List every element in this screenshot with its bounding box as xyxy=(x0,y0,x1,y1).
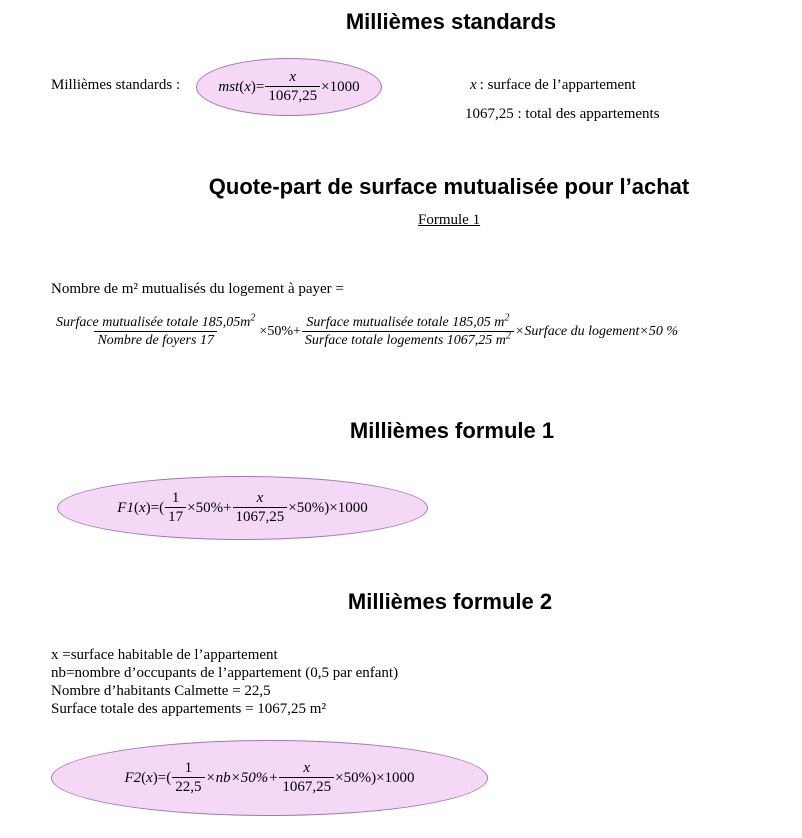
def-x: x =surface habitable de l’appartement xyxy=(51,647,278,663)
fraction-numerator: 1 xyxy=(171,490,180,506)
def-surface-totale: Surface totale des appartements = 1067,25 m² xyxy=(51,701,326,717)
equals: = xyxy=(255,78,265,95)
label-milliemes-standards: Millièmes standards : xyxy=(51,77,181,93)
fraction-denominator: 1067,25 xyxy=(233,507,288,525)
fn-name: F1 xyxy=(117,499,134,516)
formula-tail: ×1000 xyxy=(321,78,360,95)
legend-x xyxy=(470,77,636,94)
fn-arg: x xyxy=(244,78,251,95)
fraction-denominator: 22,5 xyxy=(172,777,204,795)
paren-open: ( xyxy=(141,769,147,786)
heading-milliemes-formule-2: Millièmes formule 2 xyxy=(347,589,553,614)
fraction-surface xyxy=(279,761,334,795)
heading-quote-part: Quote-part de surface mutualisée pour l’achat xyxy=(208,174,690,199)
formula-ellipse-f2 xyxy=(51,740,488,816)
equals: =( xyxy=(150,499,165,516)
formula-quote-part xyxy=(52,312,679,349)
formula-ellipse-mst xyxy=(196,58,382,116)
legend-x-var: x xyxy=(470,77,477,93)
fn-arg: x xyxy=(146,769,153,786)
denominator-text: Surface totale logements 1067,25 m xyxy=(304,333,506,348)
fraction-foyers-denominator: Nombre de foyers 17 xyxy=(94,331,217,349)
fraction-surface xyxy=(302,312,514,349)
numerator-exponent: 2 xyxy=(504,312,510,324)
fraction-surface xyxy=(233,491,288,525)
fraction-foyers xyxy=(53,312,258,349)
paren-open: ( xyxy=(133,499,139,516)
legend-x-text: : surface de l’appartement xyxy=(479,77,636,93)
paren-close: ) xyxy=(145,499,151,516)
formula-tail: ×50%)×1000 xyxy=(288,499,368,516)
fraction-surface-denominator xyxy=(302,331,514,349)
formula-tail: ×Surface du logement×50 % xyxy=(514,324,679,339)
fraction-denominator: 1067,25 xyxy=(279,777,334,795)
def-habitants: Nombre d’habitants Calmette = 22,5 xyxy=(51,683,271,699)
equals: =( xyxy=(157,769,172,786)
fraction-denominator: 17 xyxy=(165,507,186,525)
fraction-numerator: x xyxy=(289,69,297,85)
fn-name: F2 xyxy=(124,769,142,786)
paren-close: ) xyxy=(250,78,256,95)
numerator-exponent: 2 xyxy=(250,312,256,324)
fn-arg: x xyxy=(138,499,146,516)
numerator-text: Surface mutualisée totale 185,05 m xyxy=(306,315,505,330)
fraction-habitants xyxy=(172,761,204,795)
fraction-numerator: x xyxy=(256,490,264,506)
formula-mid: ×nb×50%+ xyxy=(205,769,279,786)
formula-mid: ×50%+ xyxy=(259,324,301,339)
formula-f2 xyxy=(124,761,414,795)
heading-milliemes-formule-1: Millièmes formule 1 xyxy=(349,418,555,443)
legend-total: 1067,25 : total des appartements xyxy=(465,106,660,122)
fraction-surface-numerator xyxy=(303,312,512,331)
fraction-foyers xyxy=(165,491,186,525)
fraction-denominator: 1067,25 xyxy=(265,86,320,104)
fraction-numerator: x xyxy=(303,760,311,776)
formula-tail: ×50%)×1000 xyxy=(335,769,415,786)
fraction-foyers-numerator xyxy=(53,312,258,331)
paren-open: ( xyxy=(239,78,245,95)
subtitle-formule-1: Formule 1 xyxy=(418,212,481,228)
fraction xyxy=(265,70,320,104)
fraction-numerator: 1 xyxy=(184,760,193,776)
fn-name: mst xyxy=(218,78,240,95)
def-nb: nb=nombre d’occupants de l’appartement (0,5 par enfant) xyxy=(51,665,399,681)
denominator-exponent: 2 xyxy=(505,330,511,342)
intro-text: Nombre de m² mutualisés du logement à payer = xyxy=(51,281,344,297)
formula-mst xyxy=(218,70,359,104)
paren-close: ) xyxy=(152,769,158,786)
heading-milliemes-standards: Millièmes standards xyxy=(345,9,557,34)
numerator-text: Surface mutualisée totale 185,05m xyxy=(56,315,251,330)
formula-ellipse-f1 xyxy=(57,476,428,540)
formula-f1 xyxy=(117,491,367,525)
formula-mid: ×50%+ xyxy=(187,499,232,516)
